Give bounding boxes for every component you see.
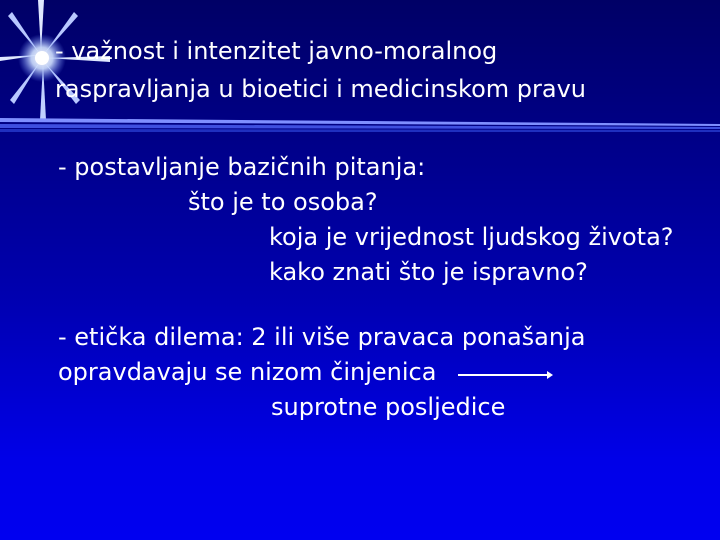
title-underline-bars (0, 118, 720, 132)
arrow-right-icon (458, 374, 550, 376)
slide-body (58, 150, 718, 425)
point-2-line-2-text: opravdavaju se nizom činjenica (58, 358, 437, 386)
point-2-line-3: suprotne posljedice (271, 393, 506, 421)
question-1: što je to osoba? (188, 188, 378, 216)
point-2-line-1: - etička dilema: 2 ili više pravaca ponašanja (58, 323, 586, 351)
title-line-2: raspravljanja u bioetici i medicinskom pravu (55, 75, 586, 103)
question-3: kako znati što je ispravno? (269, 258, 588, 286)
slide-title (55, 32, 705, 108)
point-1: - postavljanje bazičnih pitanja: (58, 153, 426, 181)
point-2-line-2 (58, 355, 718, 390)
question-2: koja je vrijednost ljudskog života? (269, 223, 674, 251)
title-line-1: - važnost i intenzitet javno-moralnog (55, 37, 498, 65)
spacer (58, 290, 718, 320)
